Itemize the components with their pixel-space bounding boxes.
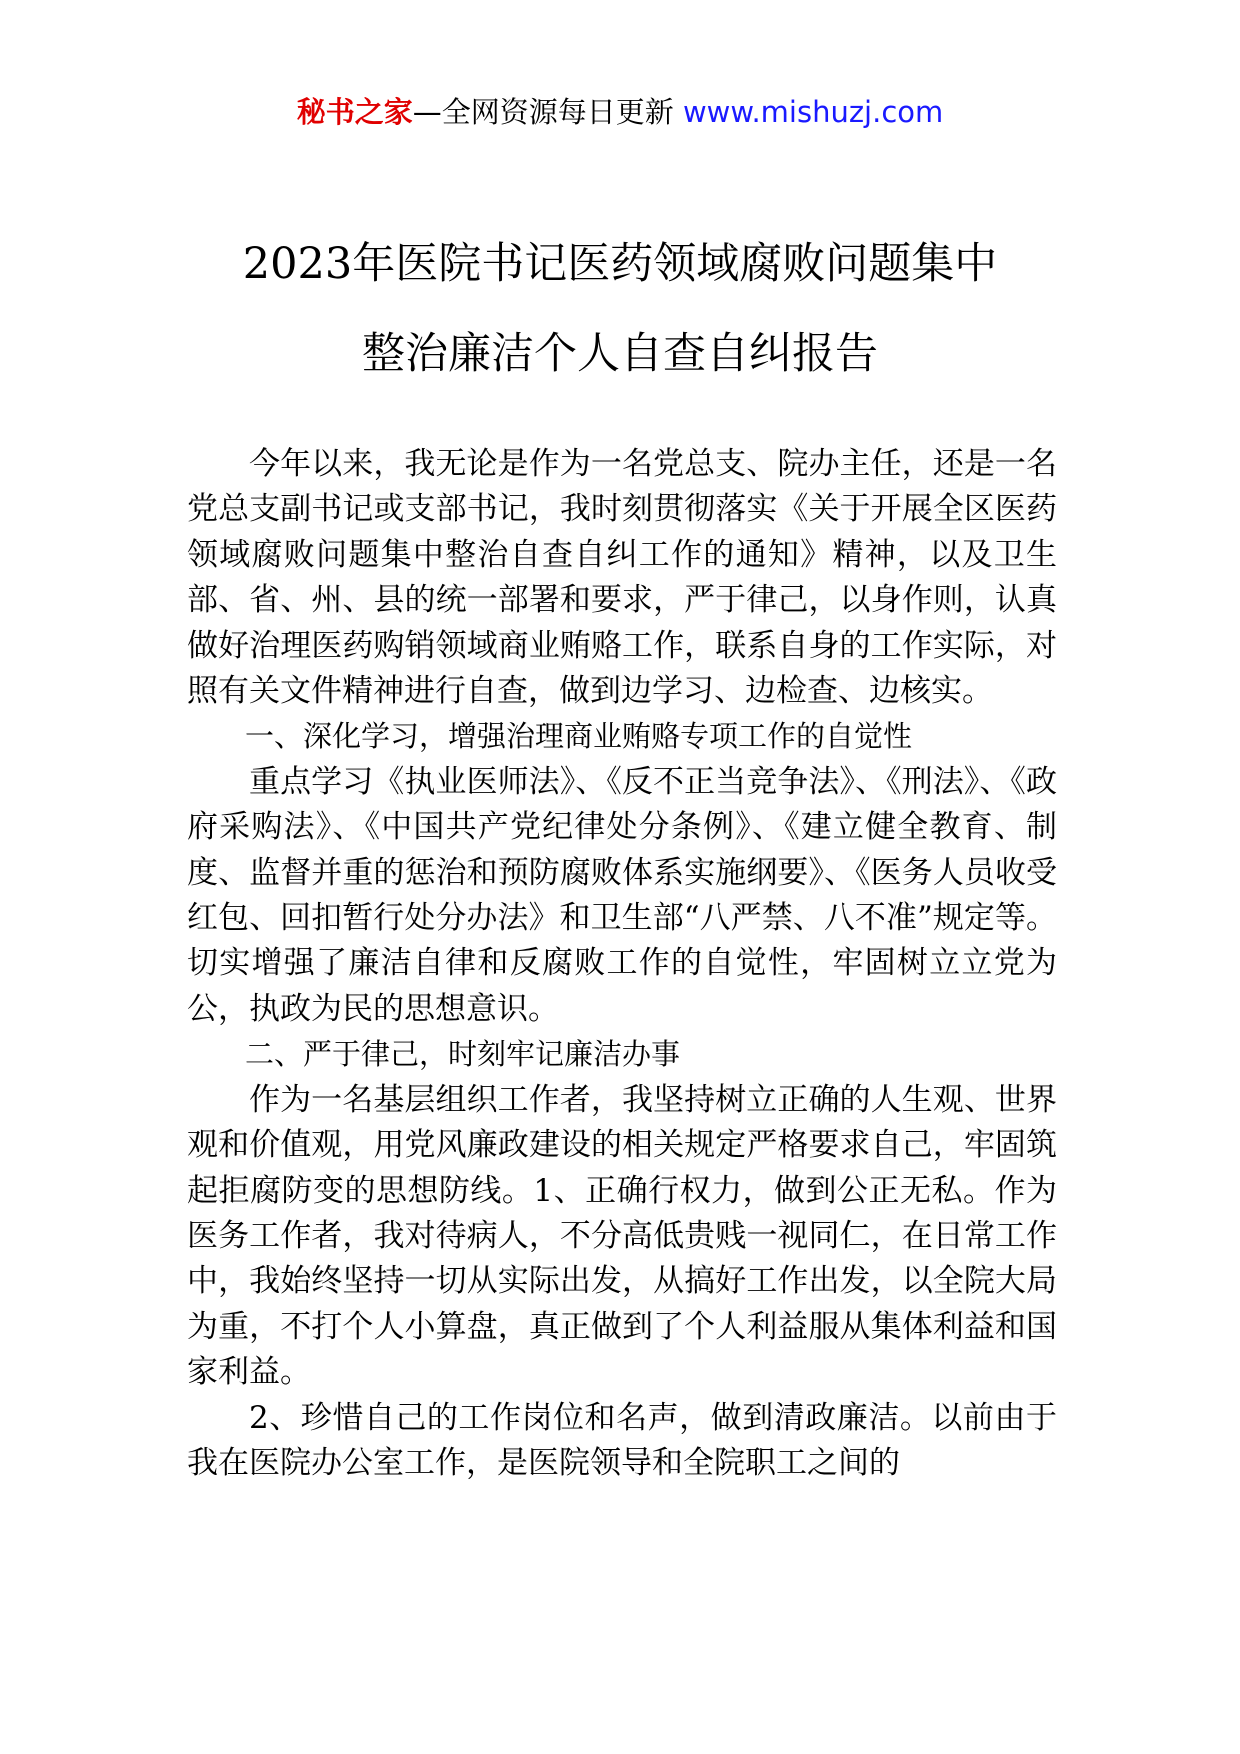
document-title-line-1: 2023年医院书记医药领域腐败问题集中	[242, 239, 998, 289]
section-heading-2: 二、严于律己，时刻牢记廉洁办事	[245, 1037, 681, 1072]
document-title-line-2: 整治廉洁个人自查自纠报告	[362, 329, 878, 379]
site-header	[0, 92, 1240, 132]
site-url[interactable]: www.mishuzj.com	[682, 95, 944, 129]
body-paragraph-intro: 今年以来，我无论是作为一名党总支、院办主任，还是一名党总支副书记或支部书记，我时刻贯彻落实《关于开展全区医药领域腐败问题集中整治自查自纠工作的通知》精神，以及卫生部、省、州、县的统一部署和要求，严于律己，以身作则，认真做好治理医药购销领域商业贿赂工作，联系自身的工作实际，对照有关文件精神进行自查，做到边学习、边检查、边核实。	[187, 446, 1057, 710]
section-heading-1: 一、深化学习，增强治理商业贿赂专项工作的自觉性	[245, 719, 913, 754]
site-brand: 秘书之家	[296, 95, 413, 129]
document-body	[187, 442, 1057, 1486]
body-paragraph-self-discipline: 作为一名基层组织工作者，我坚持树立正确的人生观、世界观和价值观，用党风廉政建设的相关规定严格要求自己，牢固筑起拒腐防变的思想防线。1、正确行权力，做到公正无私。作为医务工作者，我对待病人，不分高低贵贱一视同仁，在日常工作中，我始终坚持一切从实际出发，从搞好工作出发，以全院大局为重，不打个人小算盘，真正做到了个人利益服从集体利益和国家利益。	[187, 1081, 1057, 1391]
body-paragraph-study: 重点学习《执业医师法》、《反不正当竞争法》、《刑法》、《政府采购法》、《中国共产党纪律处分条例》、《建立健全教育、制度、监督并重的惩治和预防腐败体系实施纲要》、《医务人员收受红包、回扣暂行处分办法》和卫生部“八严禁、八不准”规定等。切实增强了廉洁自律和反腐败工作的自觉性，牢固树立立党为公，执政为民的思想意识。	[187, 763, 1057, 1027]
body-paragraph-integrity: 2、珍惜自己的工作岗位和名声，做到清政廉洁。以前由于我在医院办公室工作，是医院领导和全院职工之间的	[187, 1399, 1057, 1481]
site-slogan: —全网资源每日更新	[412, 95, 674, 129]
